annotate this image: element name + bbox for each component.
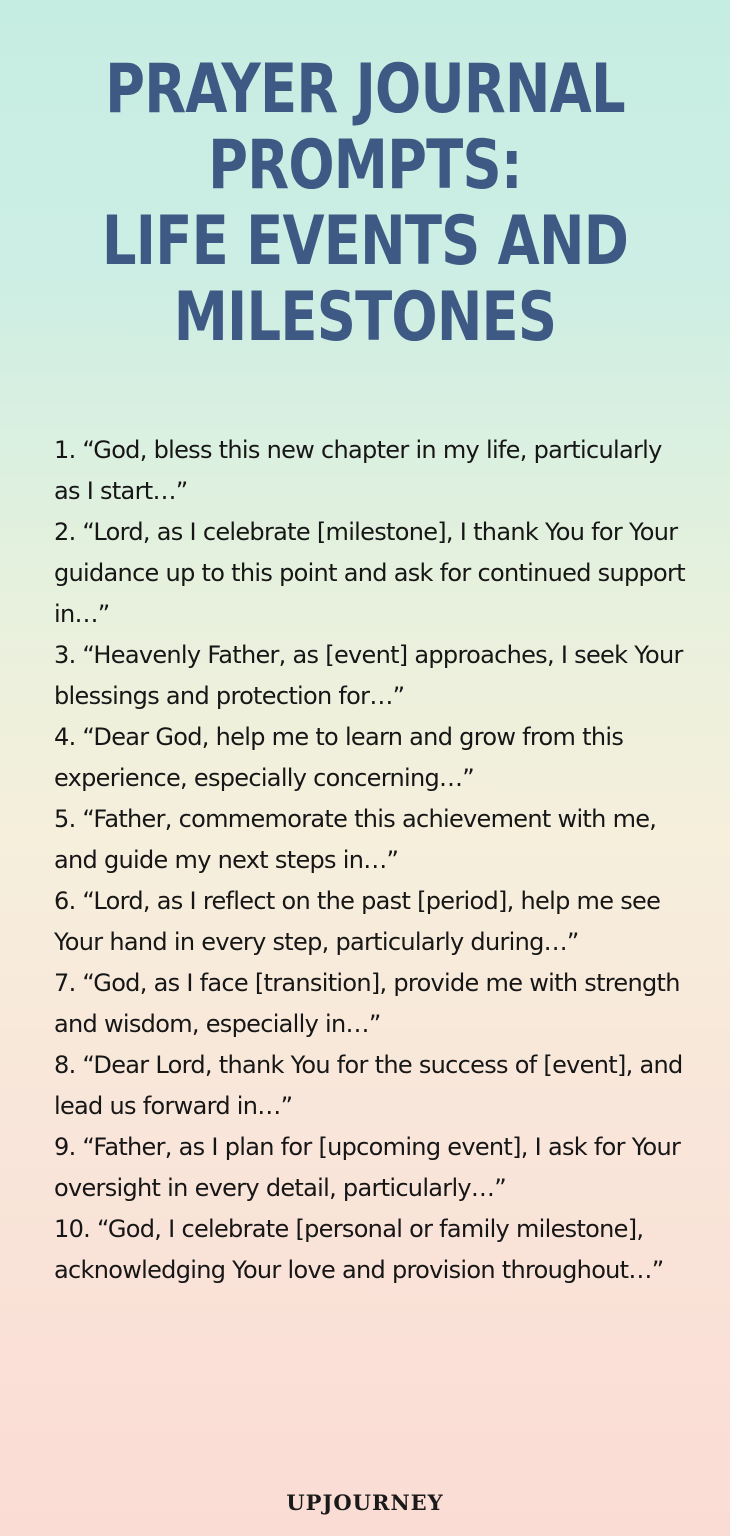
prompt-item-2: 2. “Lord, as I celebrate [milestone], I thank You for Your guidance up to this point and ask for continued support in…” <box>54 518 685 628</box>
prompt-item-8: 8. “Dear Lord, thank You for the success of [event], and lead us forward in…” <box>54 1051 683 1120</box>
title-line-3: LIFE EVENTS AND <box>101 202 629 281</box>
prompt-item-5: 5. “Father, commemorate this achievement with me, and guide my next steps in…” <box>54 805 657 874</box>
prompt-item-4: 4. “Dear God, help me to learn and grow from this experience, especially concerning…” <box>54 723 624 792</box>
prompt-item-3: 3. “Heavenly Father, as [event] approaches, I seek Your blessings and protection for…” <box>54 641 683 710</box>
title-line-4: MILESTONES <box>173 278 557 357</box>
title-line-2: PROMPTS: <box>208 126 522 205</box>
title-line-1: PRAYER JOURNAL <box>105 50 625 129</box>
prompt-list <box>54 430 694 1291</box>
page-title <box>73 52 657 356</box>
prompt-item-9: 9. “Father, as I plan for [upcoming event], I ask for Your oversight in every detail, particularly…” <box>54 1133 681 1202</box>
prompt-item-1: 1. “God, bless this new chapter in my life, particularly as I start…” <box>54 436 662 505</box>
upjourney-logo: UPJOURNEY <box>286 1490 444 1515</box>
prompt-item-10: 10. “God, I celebrate [personal or family milestone], acknowledging Your love and provision throughout…” <box>54 1215 664 1284</box>
prompt-item-7: 7. “God, as I face [transition], provide me with strength and wisdom, especially in…” <box>54 969 680 1038</box>
prompt-item-6: 6. “Lord, as I reflect on the past [period], help me see Your hand in every step, particularly during…” <box>54 887 661 956</box>
